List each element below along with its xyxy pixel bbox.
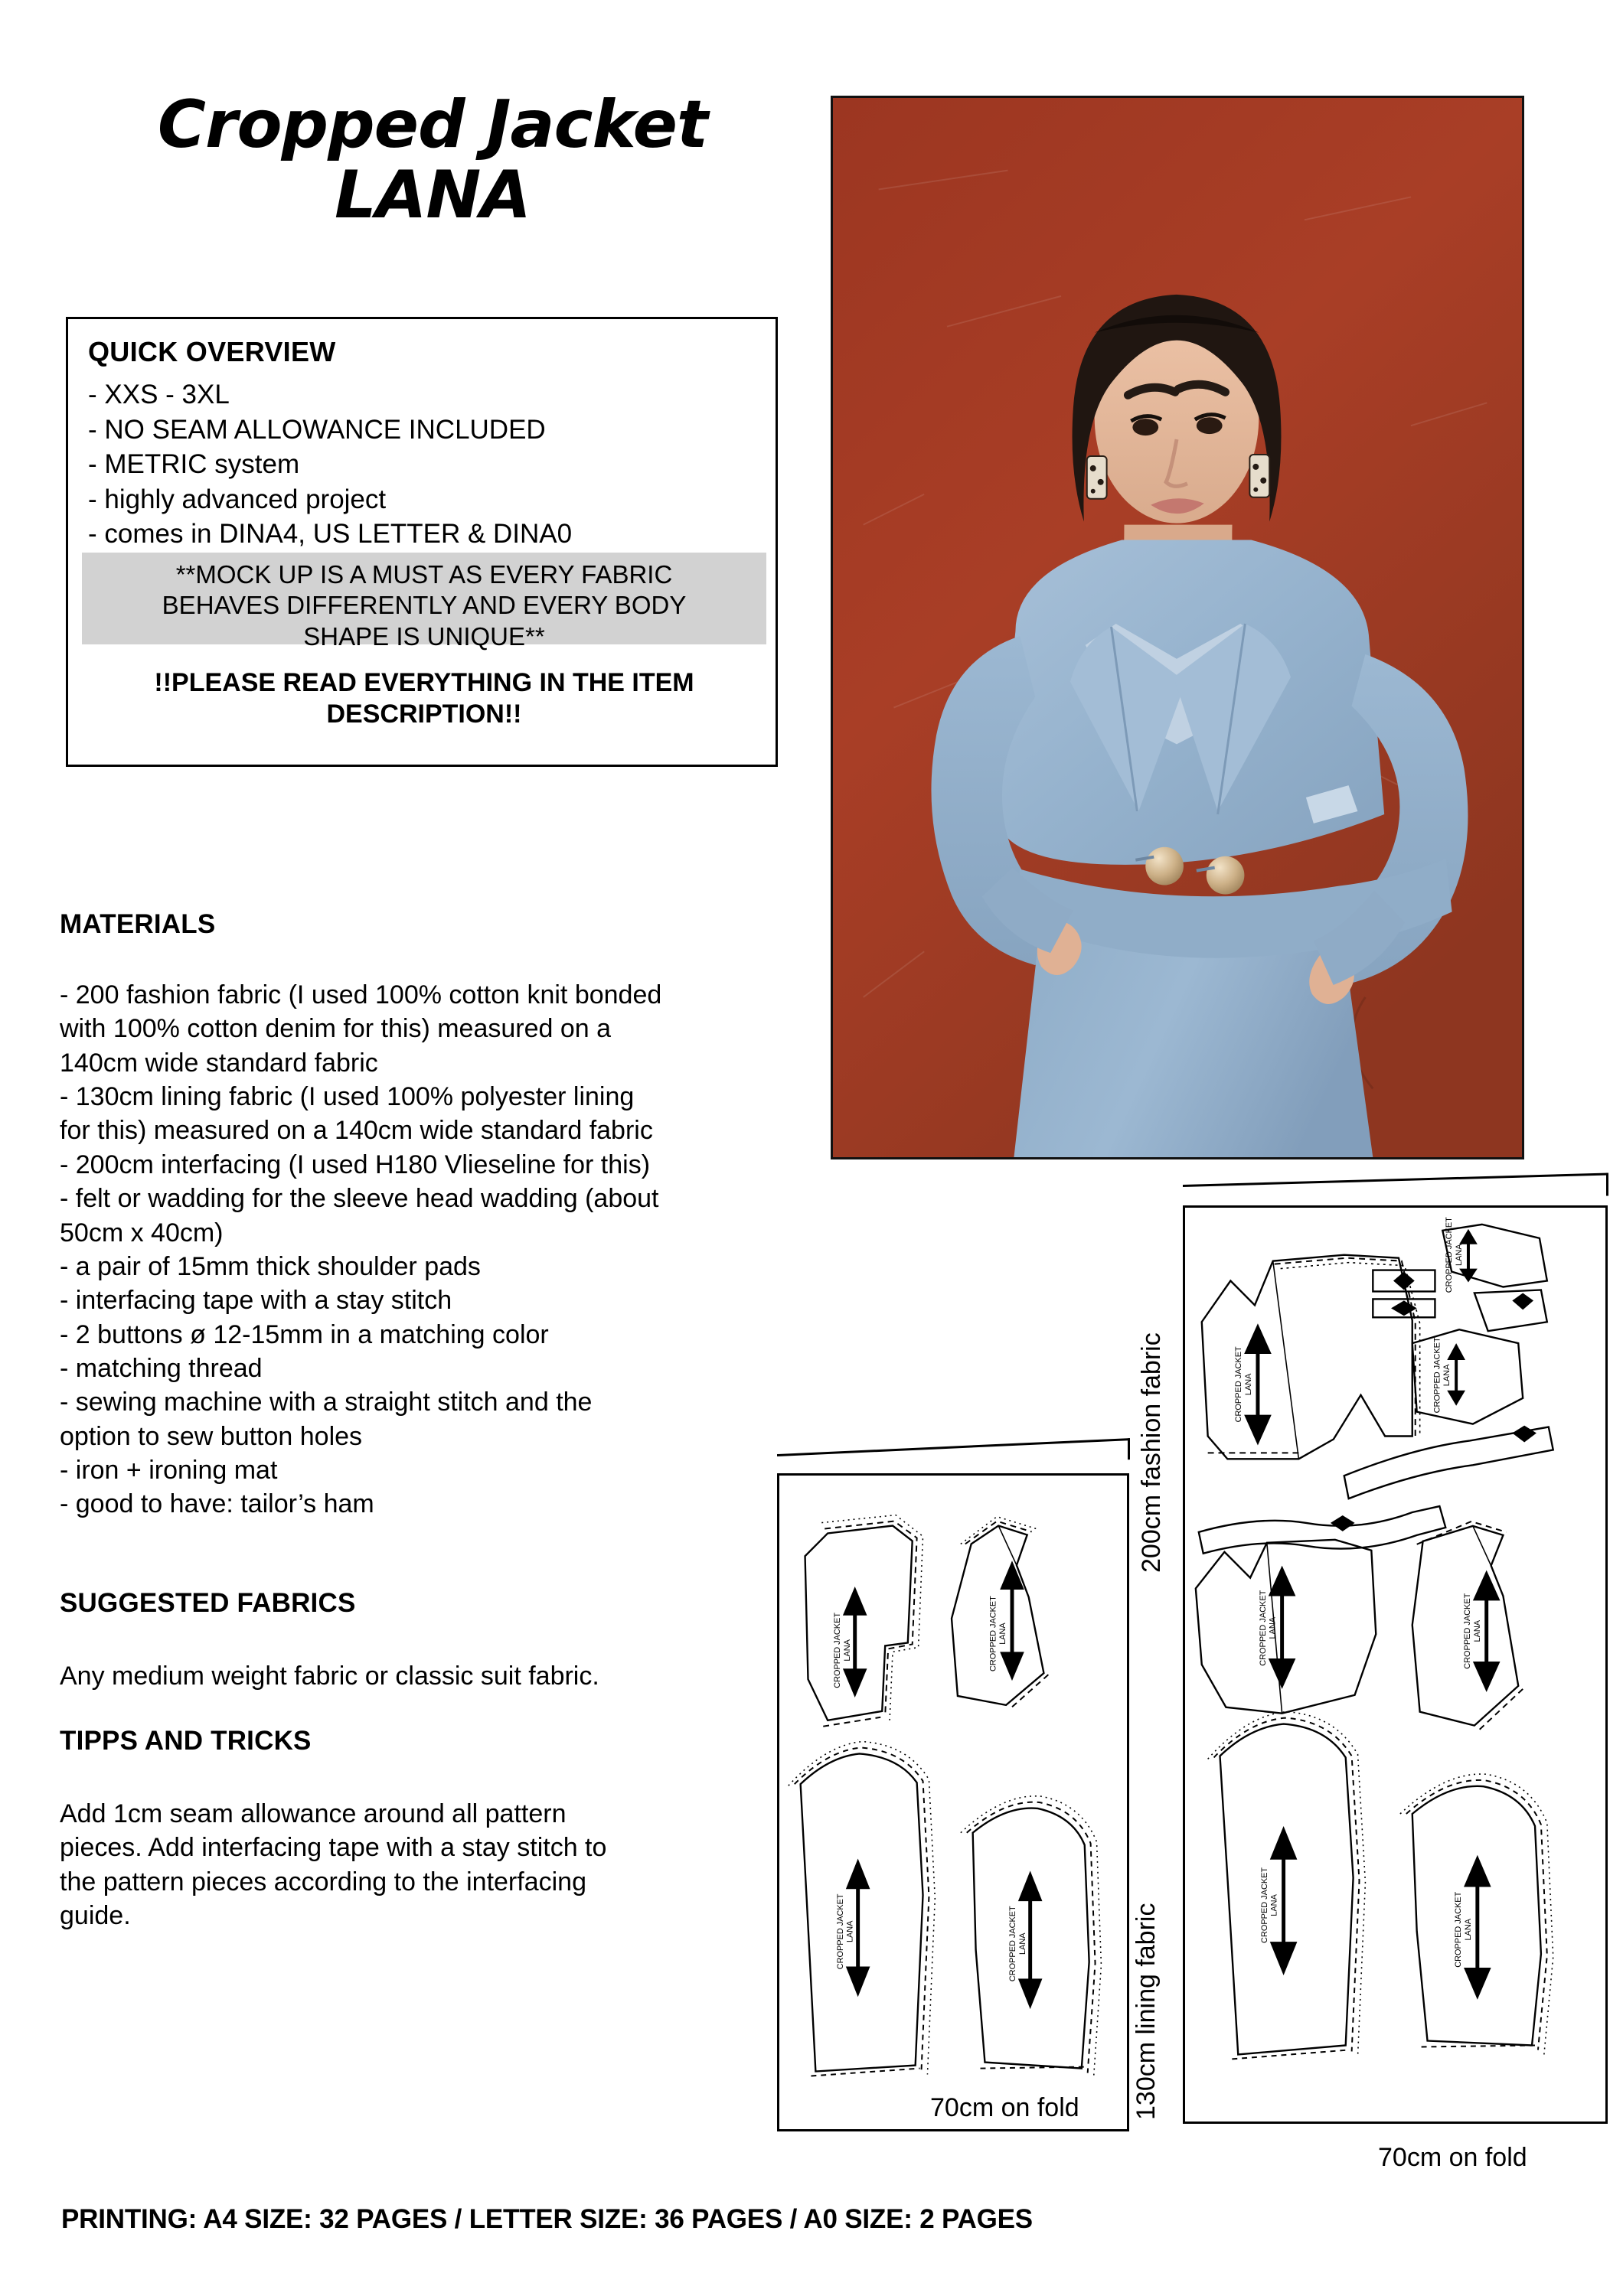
tipps-and-tricks-heading: TIPPS AND TRICKS [60,1726,312,1756]
mockup-warning-highlight [82,553,766,651]
model-photo [831,96,1524,1159]
tipps-line: Add 1cm seam allowance around all pattern [60,1799,567,1828]
tipps-line: the pattern pieces according to the interfacing [60,1867,586,1896]
piece-label: LANA [1244,1373,1254,1396]
printing-info: PRINTING: A4 SIZE: 32 PAGES / LETTER SIZE: 36 PAGES / A0 SIZE: 2 PAGES [61,2204,1033,2234]
materials-line: 50cm x 40cm) [60,1218,224,1247]
overview-item: - NO SEAM ALLOWANCE INCLUDED [88,414,546,445]
title-line-2: LANA [335,157,531,233]
piece-label: LANA [1455,1244,1465,1266]
lining-fabric-sheet [777,1473,1129,2131]
lining-fold-flap [777,1438,1130,1476]
quick-overview-list [88,377,762,552]
piece-label: LANA [1472,1619,1482,1642]
piece-label: CROPPED JACKET [1454,1891,1464,1968]
quick-overview-heading: QUICK OVERVIEW [88,336,336,367]
materials-line: - 2 buttons ø 12-15mm in a matching color [60,1319,549,1349]
materials-line: option to sew button holes [60,1421,363,1451]
materials-line: 140cm wide standard fabric [60,1048,378,1078]
suggested-fabrics-heading: SUGGESTED FABRICS [60,1588,356,1618]
materials-line: - good to have: tailor’s ham [60,1489,374,1519]
quick-overview-box [66,317,778,767]
piece-label: CROPPED JACKET [1007,1906,1017,1982]
mockup-warning-line: BEHAVES DIFFERENTLY AND EVERY BODY [162,591,687,620]
page-title [115,86,750,233]
lining-fabric-length-label: 130cm lining fabric [1132,1903,1161,2120]
mockup-warning-line: SHAPE IS UNIQUE** [303,621,545,651]
model-photo-illustration [833,98,1522,1157]
piece-label: CROPPED JACKET [1445,1217,1455,1293]
materials-line: - sewing machine with a straight stitch and the [60,1388,593,1417]
materials-line: - a pair of 15mm thick shoulder pads [60,1251,481,1281]
materials-line: - matching thread [60,1353,263,1383]
fabric-fold-flap [1183,1172,1608,1208]
lining-fabric-width-label: 70cm on fold [930,2093,1079,2122]
please-read-line: DESCRIPTION!! [326,699,522,729]
tipps-and-tricks-body [60,1797,779,1932]
mockup-warning-line: **MOCK UP IS A MUST AS EVERY FABRIC [175,560,673,589]
materials-list [60,978,779,1521]
piece-label: LANA [998,1623,1008,1645]
piece-label: CROPPED JACKET [835,1893,845,1970]
piece-label: LANA [1463,1918,1473,1941]
materials-line: - interfacing tape with a stay stitch [60,1286,452,1316]
materials-line: with 100% cotton denim for this) measured on a [60,1014,612,1044]
overview-item: - comes in DINA4, US LETTER & DINA0 [88,519,573,549]
overview-item: - XXS - 3XL [88,380,230,409]
materials-line: for this) measured on a 140cm wide standard fabric [60,1116,653,1146]
materials-line: - felt or wadding for the sleeve head wadding (about [60,1184,659,1214]
materials-line: - iron + ironing mat [60,1456,278,1486]
lining-pattern-pieces [779,1476,1127,2129]
fashion-fabric-pattern-pieces [1185,1208,1605,2122]
piece-label: CROPPED JACKET [1258,1590,1268,1666]
materials-line: - 200cm interfacing (I used H180 Vlieseline for this) [60,1150,651,1179]
materials-line: - 130cm lining fabric (I used 100% polyester lining [60,1082,635,1112]
piece-label: LANA [845,1920,855,1943]
piece-label: CROPPED JACKET [1234,1346,1244,1423]
piece-label: CROPPED JACKET [832,1612,842,1688]
overview-item: - METRIC system [88,449,300,479]
piece-label: CROPPED JACKET [1432,1337,1442,1414]
title-line-1: Cropped Jacket [157,86,708,163]
fashion-fabric-sheet [1183,1205,1608,2124]
piece-label: LANA [1268,1616,1278,1639]
piece-label: LANA [1017,1932,1027,1955]
suggested-fabrics-line: Any medium weight fabric or classic suit fabric. [60,1662,599,1691]
fashion-fabric-length-label: 200cm fashion fabric [1137,1332,1166,1573]
tipps-line: guide. [60,1901,131,1931]
overview-item: - highly advanced project [88,484,387,514]
materials-line: - 200 fashion fabric (I used 100% cotton knit bonded [60,980,662,1009]
mockup-warning-text [91,559,757,652]
tipps-line: pieces. Add interfacing tape with a stay stitch to [60,1833,607,1863]
piece-label: LANA [842,1639,852,1662]
piece-label: LANA [1269,1894,1279,1916]
piece-label: CROPPED JACKET [1462,1593,1472,1669]
suggested-fabrics-body [60,1659,779,1693]
please-read-notice [83,667,765,730]
please-read-line: !!PLEASE READ EVERYTHING IN THE ITEM [154,668,694,697]
piece-label: CROPPED JACKET [1259,1867,1269,1943]
materials-heading: MATERIALS [60,909,216,939]
piece-label: CROPPED JACKET [988,1596,998,1671]
piece-label: LANA [1442,1364,1452,1387]
fashion-fabric-width-label: 70cm on fold [1378,2143,1527,2172]
